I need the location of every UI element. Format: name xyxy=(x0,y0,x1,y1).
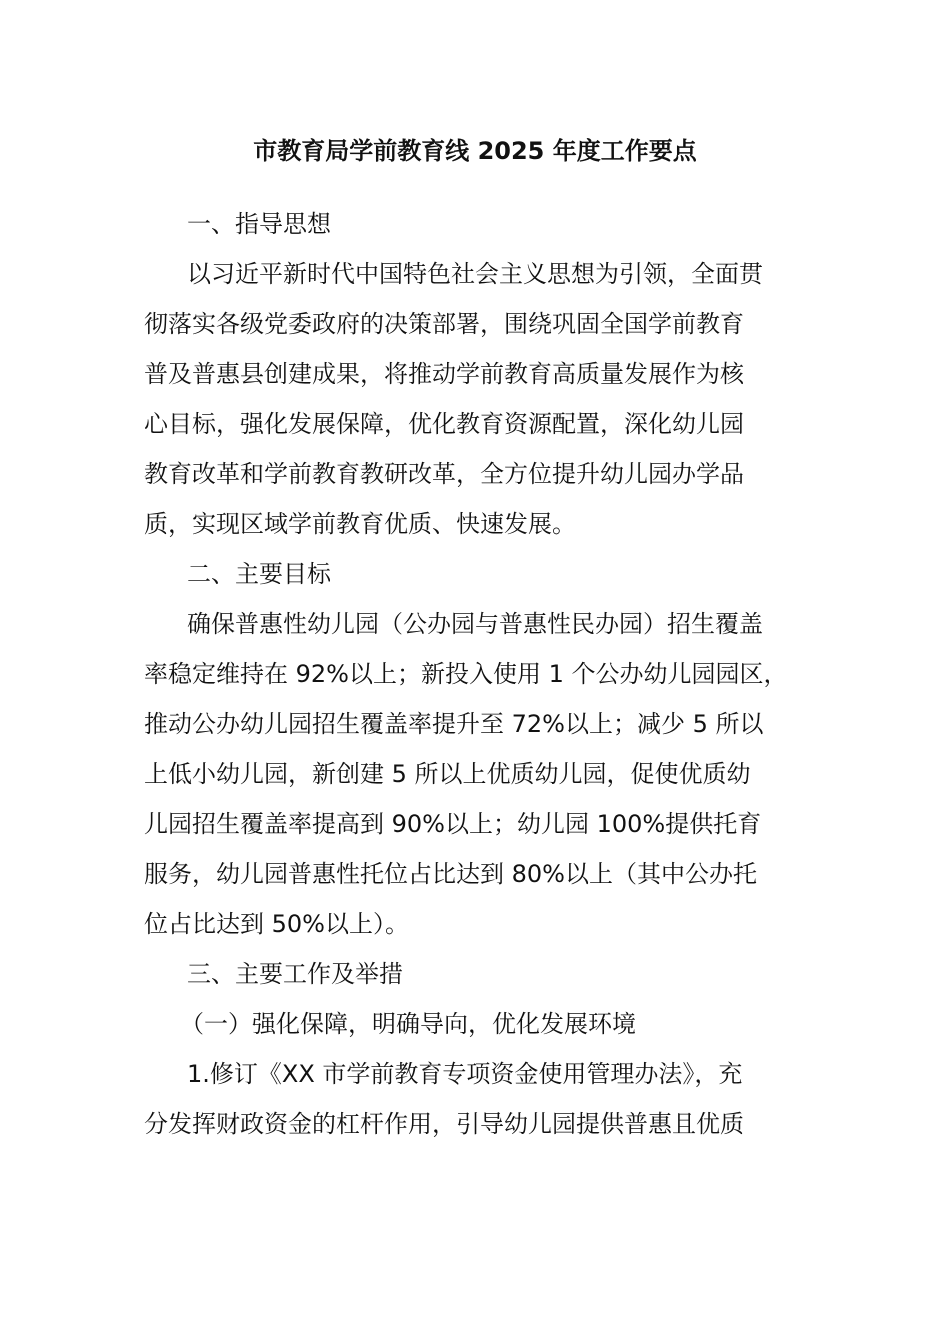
paragraph-line: 彻落实各级党委政府的决策部署，围绕巩固全国学前教育 xyxy=(144,310,744,338)
paragraph-line: 率稳定维持在 92%以上；新投入使用 1 个公办幼儿园园区， xyxy=(144,660,788,688)
paragraph-line: 1.修订《XX 市学前教育专项资金使用管理办法》，充 xyxy=(187,1060,743,1088)
section-heading-main-goals: 二、主要目标 xyxy=(187,560,331,588)
paragraph-line: 推动公办幼儿园招生覆盖率提升至 72%以上；减少 5 所以 xyxy=(144,710,764,738)
section-heading-main-work: 三、主要工作及举措 xyxy=(187,960,403,988)
paragraph-line: 确保普惠性幼儿园（公办园与普惠性民办园）招生覆盖 xyxy=(187,610,763,638)
paragraph-line: 质，实现区域学前教育优质、快速发展。 xyxy=(144,510,576,538)
paragraph-line: 上低小幼儿园，新创建 5 所以上优质幼儿园，促使优质幼 xyxy=(144,760,751,788)
paragraph-line: 教育改革和学前教育教研改革，全方位提升幼儿园办学品 xyxy=(144,460,744,488)
paragraph-line: 分发挥财政资金的杠杆作用，引导幼儿园提供普惠且优质 xyxy=(144,1110,744,1138)
paragraph-line: 心目标，强化发展保障，优化教育资源配置，深化幼儿园 xyxy=(144,410,744,438)
paragraph-line: 以习近平新时代中国特色社会主义思想为引领，全面贯 xyxy=(187,260,763,288)
paragraph-line: 普及普惠县创建成果，将推动学前教育高质量发展作为核 xyxy=(144,360,744,388)
paragraph-line: 儿园招生覆盖率提高到 90%以上；幼儿园 100%提供托育 xyxy=(144,810,762,838)
subsection-heading: （一）强化保障，明确导向，优化发展环境 xyxy=(180,1010,636,1038)
section-heading-guiding-ideology: 一、指导思想 xyxy=(187,210,331,238)
document-title: 市教育局学前教育线 2025 年度工作要点 xyxy=(253,137,697,165)
paragraph-line: 服务，幼儿园普惠性托位占比达到 80%以上（其中公办托 xyxy=(144,860,757,888)
paragraph-line: 位占比达到 50%以上）。 xyxy=(144,910,409,938)
